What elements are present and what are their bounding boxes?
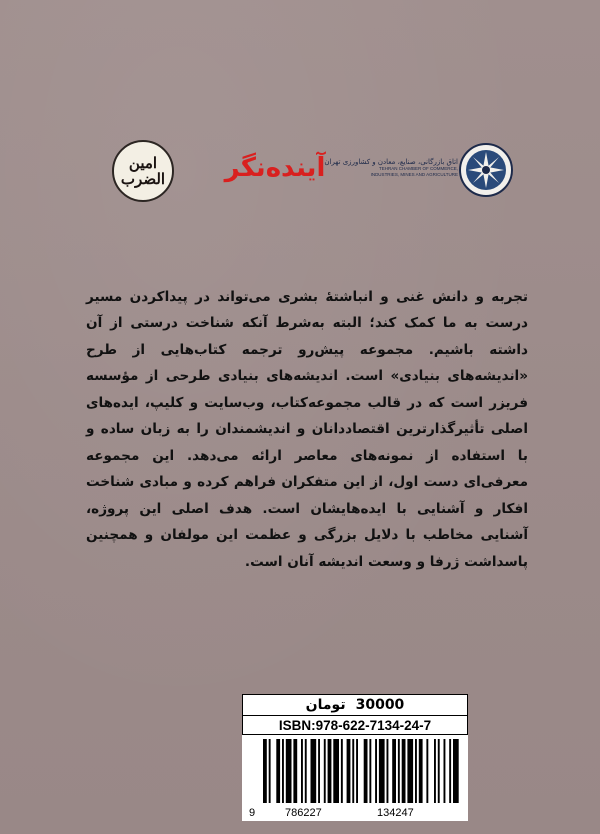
ayandeh-negar-logo: [200, 148, 350, 188]
price-amount: 30000: [355, 697, 405, 713]
ayandeh-logo-text: آینده‌نگر: [224, 153, 326, 183]
publisher-logos: [100, 140, 520, 210]
chamber-emblem-icon: [458, 142, 514, 198]
back-cover-blurb: تجربه و دانش غنی و انباشتهٔ بشری می‌تواند در پیداکردن مسیر درست به ما کمک کند؛ البته به‌شرط آنکه شناخت درستی از آن داشته باشیم. مجموعه پیش‌رو ترجمه کتاب‌هایی از طرح «اندیشه‌های بنیادی» است. اندیشه‌های بنیادی طرحی از مؤسسه فریزر است که در قالب مجموعه‌کتاب، وب‌سایت و کلیپ، ایده‌های اصلی تأثیرگذارترین اقتصاددانان و اندیشمندان را به زبان ساده و با استفاده از نمونه‌های معاصر ارائه می‌دهد. این مجموعه معرفی‌ای دست اول، از این متفکران فراهم کرده و مبادی شناخت افکار و آشنایی با ایده‌هایشان است. هدف اصلی این پروژه، آشنایی مخاطب با دلایل بزرگی و عظمت این مولفان و همچنین پاسداشت ژرفا و وسعت اندیشه آنان است.: [86, 288, 528, 570]
barcode-first-digit: 9: [249, 807, 256, 819]
chamber-name-en-1: TEHRAN CHAMBER OF COMMERCE,: [378, 166, 458, 171]
chamber-name-en-2: INDUSTRIES, MINES AND AGRICULTURE: [370, 172, 458, 177]
amin-al-zarb-seal-icon: [112, 140, 174, 202]
isbn-text: ISBN:978-622-7134-24-7: [242, 715, 468, 735]
barcode-left-digits: 786227: [285, 807, 322, 819]
barcode: [242, 735, 468, 821]
price-unit: تومان: [305, 697, 346, 713]
chamber-logo-text-block: [324, 146, 458, 190]
barcode-right-digits: 134247: [377, 807, 414, 819]
price-isbn-box: [242, 694, 468, 826]
price-label: [242, 694, 468, 715]
amin-logo-text: امین الضرب: [120, 154, 166, 188]
barcode-bars: [243, 735, 469, 821]
chamber-name-fa: اتاق بازرگانی، صنایع، معادن و کشاورزی تهران: [324, 158, 458, 166]
